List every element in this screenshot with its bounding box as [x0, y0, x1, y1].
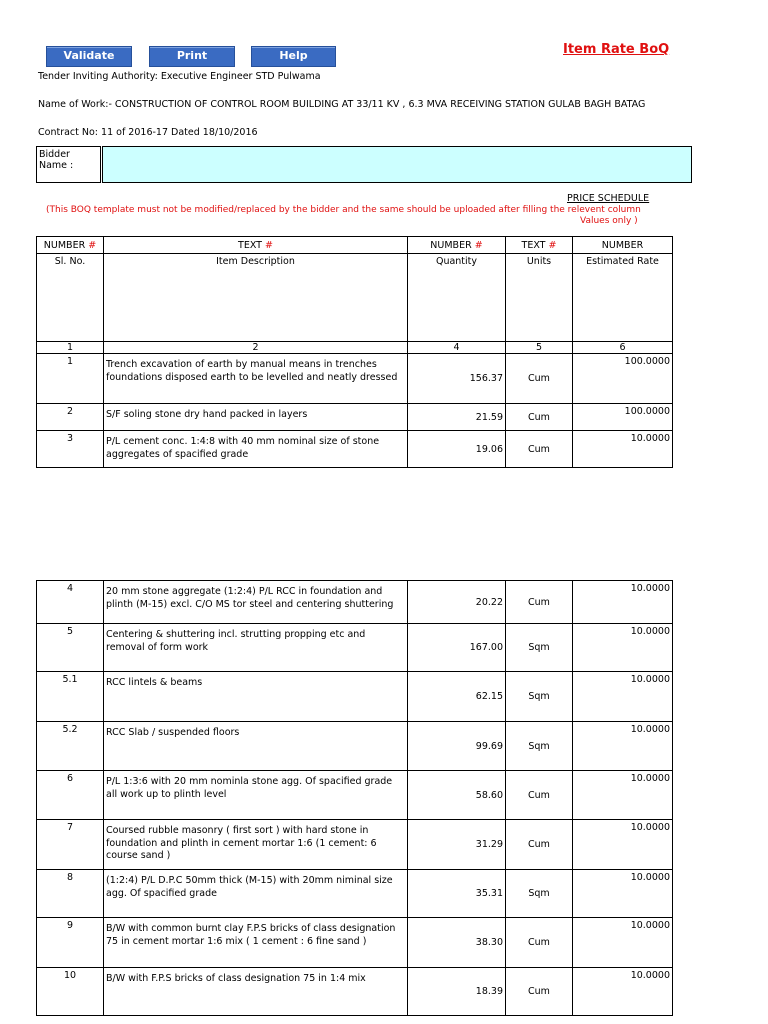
quantity-cell: 167.00: [408, 624, 506, 672]
contract-no: Contract No: 11 of 2016-17 Dated 18/10/2016: [38, 127, 258, 138]
col-number: 4: [408, 342, 506, 354]
unit-cell: Sqm: [506, 870, 573, 918]
col-number: 1: [37, 342, 104, 354]
unit-cell: Cum: [506, 354, 573, 404]
header-units: Units: [506, 254, 573, 342]
bidder-name-label: Bidder Name :: [36, 146, 101, 183]
rate-cell[interactable]: 100.0000: [573, 404, 673, 431]
template-warning-cont: Values only ): [580, 216, 638, 226]
description-cell: Coursed rubble masonry ( first sort ) with hard stone in foundation and plinth in cement mortar 1:6 (1 cement: 6 course sand ): [104, 820, 408, 870]
col-number: 6: [573, 342, 673, 354]
boq-table-continued: [36, 580, 673, 1016]
rate-cell[interactable]: 100.0000: [573, 354, 673, 404]
unit-cell: Sqm: [506, 672, 573, 722]
quantity-cell: 156.37: [408, 354, 506, 404]
quantity-cell: 31.29: [408, 820, 506, 870]
quantity-cell: 35.31: [408, 870, 506, 918]
price-schedule-title: PRICE SCHEDULE: [567, 193, 650, 204]
description-cell: P/L 1:3:6 with 20 mm nominla stone agg. Of spacified grade all work up to plinth level: [104, 771, 408, 820]
bidder-name-input[interactable]: [102, 146, 692, 183]
unit-cell: Cum: [506, 968, 573, 1016]
header-row: [37, 254, 673, 342]
header-item-description: Item Description: [104, 254, 408, 342]
unit-cell: Cum: [506, 431, 573, 468]
template-warning: (This BOQ template must not be modified/replaced by the bidder and the same should be uploaded after filling the relevent column: [46, 205, 641, 215]
quantity-cell: 99.69: [408, 722, 506, 771]
column-number-row: [37, 342, 673, 354]
sl-no-cell: 4: [37, 581, 104, 624]
quantity-cell: 38.30: [408, 918, 506, 968]
col-number: 5: [506, 342, 573, 354]
description-cell: S/F soling stone dry hand packed in layers: [104, 404, 408, 431]
sl-no-cell: 1: [37, 354, 104, 404]
sl-no-cell: 8: [37, 870, 104, 918]
header-sl-no: Sl. No.: [37, 254, 104, 342]
rate-cell[interactable]: 10.0000: [573, 918, 673, 968]
sl-no-cell: 6: [37, 771, 104, 820]
type-cell: NUMBER #: [37, 237, 104, 254]
table-row: [37, 354, 673, 404]
unit-cell: Cum: [506, 581, 573, 624]
quantity-cell: 21.59: [408, 404, 506, 431]
sl-no-cell: 5: [37, 624, 104, 672]
rate-cell[interactable]: 10.0000: [573, 722, 673, 771]
rate-cell[interactable]: 10.0000: [573, 431, 673, 468]
quantity-cell: 18.39: [408, 968, 506, 1016]
description-cell: B/W with common burnt clay F.P.S bricks of class designation 75 in cement mortar 1:6 mix ( 1 cement : 6 fine sand ): [104, 918, 408, 968]
description-cell: P/L cement conc. 1:4:8 with 40 mm nominal size of stone aggregates of spacified grade: [104, 431, 408, 468]
quantity-cell: 58.60: [408, 771, 506, 820]
help-button[interactable]: Help: [251, 46, 336, 67]
description-cell: Centering & shuttering incl. strutting propping etc and removal of form work: [104, 624, 408, 672]
table-row: [37, 771, 673, 820]
rate-cell[interactable]: 10.0000: [573, 820, 673, 870]
table-row: [37, 404, 673, 431]
quantity-cell: 62.15: [408, 672, 506, 722]
boq-table-top: [36, 236, 673, 468]
sl-no-cell: 5.2: [37, 722, 104, 771]
type-cell: NUMBER #: [408, 237, 506, 254]
table-row: [37, 820, 673, 870]
sl-no-cell: 2: [37, 404, 104, 431]
table-row: [37, 431, 673, 468]
description-cell: RCC lintels & beams: [104, 672, 408, 722]
table-row: [37, 968, 673, 1016]
tender-authority: Tender Inviting Authority: Executive Engineer STD Pulwama: [38, 71, 321, 82]
rate-cell[interactable]: 10.0000: [573, 624, 673, 672]
name-of-work: Name of Work:- CONSTRUCTION OF CONTROL ROOM BUILDING AT 33/11 KV , 6.3 MVA RECEIVING STATION GULAB BAGH BATAG: [38, 99, 646, 110]
sl-no-cell: 3: [37, 431, 104, 468]
rate-cell[interactable]: 10.0000: [573, 771, 673, 820]
quantity-cell: 20.22: [408, 581, 506, 624]
table-row: [37, 870, 673, 918]
table-row: [37, 581, 673, 624]
col-number: 2: [104, 342, 408, 354]
unit-cell: Sqm: [506, 624, 573, 672]
page-title: Item Rate BoQ: [563, 42, 670, 57]
unit-cell: Cum: [506, 771, 573, 820]
description-cell: B/W with F.P.S bricks of class designation 75 in 1:4 mix: [104, 968, 408, 1016]
type-cell: TEXT #: [506, 237, 573, 254]
unit-cell: Cum: [506, 404, 573, 431]
table-row: [37, 672, 673, 722]
unit-cell: Cum: [506, 918, 573, 968]
unit-cell: Cum: [506, 820, 573, 870]
table-row: [37, 624, 673, 672]
header-estimated-rate: Estimated Rate: [573, 254, 673, 342]
description-cell: RCC Slab / suspended floors: [104, 722, 408, 771]
quantity-cell: 19.06: [408, 431, 506, 468]
sl-no-cell: 5.1: [37, 672, 104, 722]
table-row: [37, 918, 673, 968]
description-cell: (1:2:4) P/L D.P.C 50mm thick (M-15) with 20mm niminal size agg. Of spacified grade: [104, 870, 408, 918]
type-row: [37, 237, 673, 254]
rate-cell[interactable]: 10.0000: [573, 581, 673, 624]
bidder-row: [36, 146, 676, 183]
header-quantity: Quantity: [408, 254, 506, 342]
table-row: [37, 722, 673, 771]
sl-no-cell: 9: [37, 918, 104, 968]
description-cell: 20 mm stone aggregate (1:2:4) P/L RCC in foundation and plinth (M-15) excl. C/O MS tor steel and centering shuttering: [104, 581, 408, 624]
rate-cell[interactable]: 10.0000: [573, 672, 673, 722]
type-cell: TEXT #: [104, 237, 408, 254]
rate-cell[interactable]: 10.0000: [573, 870, 673, 918]
sl-no-cell: 7: [37, 820, 104, 870]
validate-button[interactable]: Validate: [46, 46, 132, 67]
rate-cell[interactable]: 10.0000: [573, 968, 673, 1016]
description-cell: Trench excavation of earth by manual means in trenches foundations disposed earth to be levelled and neatly dressed: [104, 354, 408, 404]
print-button[interactable]: Print: [149, 46, 235, 67]
unit-cell: Sqm: [506, 722, 573, 771]
sl-no-cell: 10: [37, 968, 104, 1016]
type-cell: NUMBER: [573, 237, 673, 254]
